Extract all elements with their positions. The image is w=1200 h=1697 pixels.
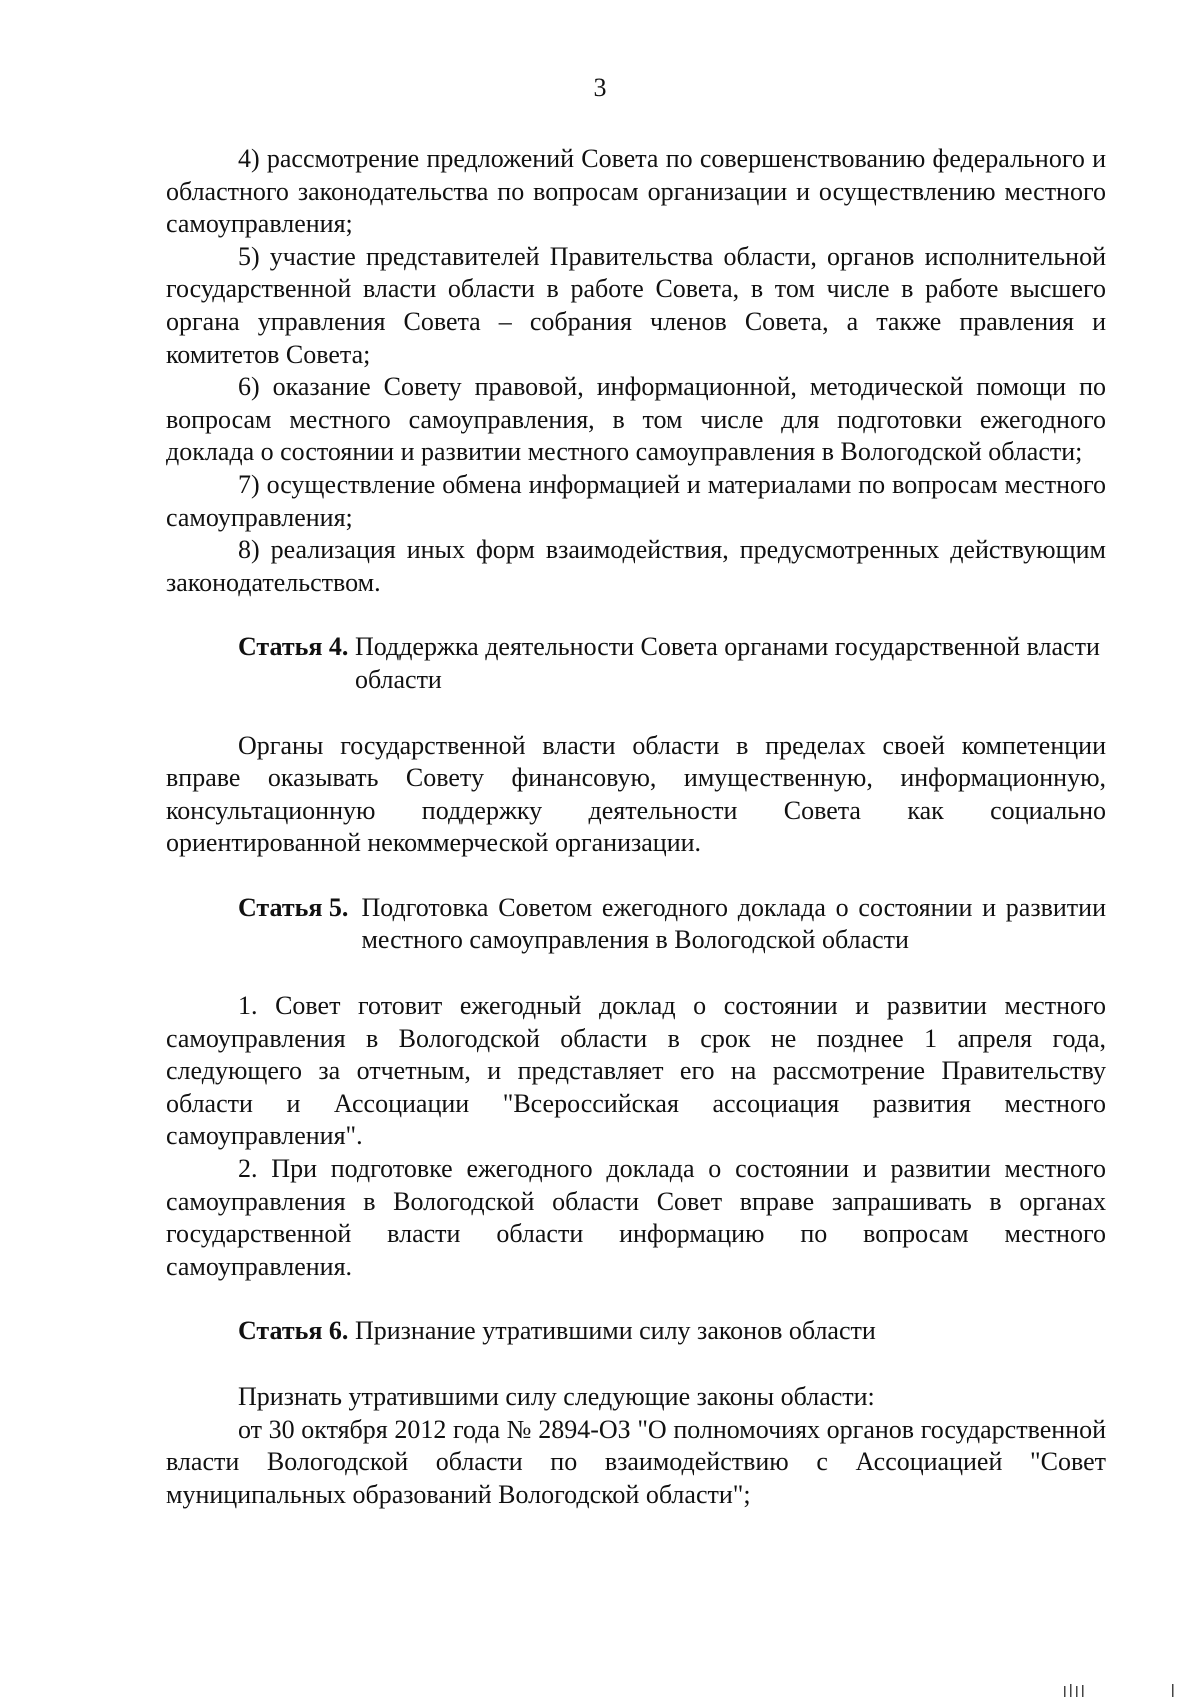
list-item-4: 4) рассмотрение предложений Совета по совершенствованию федерального и областного законодательства по вопросам организации и осуществлению местного самоуправления; [166, 144, 1106, 239]
scan-marks [1062, 1684, 1182, 1697]
list-item-5: 5) участие представителей Правительства области, органов исполнительной государственной власти области в работе Совета, в том числе в работе высшего органа управления Совета – собрания членов Совета, а также правления и комитетов Совета; [166, 241, 1106, 369]
list-item-7: 7) осуществление обмена информацией и материалами по вопросам местного самоуправления; [166, 469, 1106, 532]
article-5-label: Статья 5. [238, 892, 349, 922]
document-body [166, 143, 1106, 1511]
article-4-label: Статья 4. [238, 632, 349, 662]
article-5-paragraph-1: 1. Совет готовит ежегодный доклад о состоянии и развитии местного самоуправления в Вологодской области в срок не позднее 1 апреля года, следующего за отчетным, и представляет его на рассмотрение Правительству области и Ассоциации "Всероссийская ассоциация развития местного самоуправления". [166, 991, 1106, 1151]
article-6-paragraph-1: Признать утратившими силу следующие законы области: [238, 1382, 875, 1411]
list-item-6: 6) оказание Совету правовой, информационной, методической помощи по вопросам местного самоуправления, в том числе для подготовки ежегодного доклада о состоянии и развитии местного самоуправления в Вологодской области; [166, 372, 1106, 467]
article-6-paragraph-2: от 30 октября 2012 года № 2894-ОЗ "О полномочиях органов государственной власти Вологодской области по взаимодействию с Ассоциацией "Совет муниципальных образований Вологодской области"; [166, 1414, 1106, 1509]
article-5-paragraph-2: 2. При подготовке ежегодного доклада о состоянии и развитии местного самоуправления в Вологодской области Совет вправе запрашивать в органах государственной власти области информацию по вопросам местного самоуправления. [166, 1154, 1106, 1281]
article-4-text: Органы государственной власти области в пределах своей компетенции вправе оказывать Совету финансовую, имущественную, информационную, консультационную поддержку деятельности Совета как социально ориентированной некоммерческой организации. [166, 730, 1106, 858]
article-6-title: Признание утратившими силу законов области [354, 1316, 876, 1346]
article-6-heading [166, 1315, 1106, 1348]
article-4-title: Поддержка деятельности Совета органами государственной власти области [354, 632, 1100, 694]
article-4-heading [166, 631, 1106, 696]
article-6-label: Статья 6. [238, 1316, 349, 1346]
article-5-heading [166, 892, 1106, 957]
list-item-8: 8) реализация иных форм взаимодействия, предусмотренных действующим законодательством. [166, 535, 1106, 597]
article-5-title: Подготовка Советом ежегодного доклада о состоянии и развитии местного самоуправления в Вологодской области [361, 892, 1106, 955]
page-number: 3 [593, 73, 607, 102]
